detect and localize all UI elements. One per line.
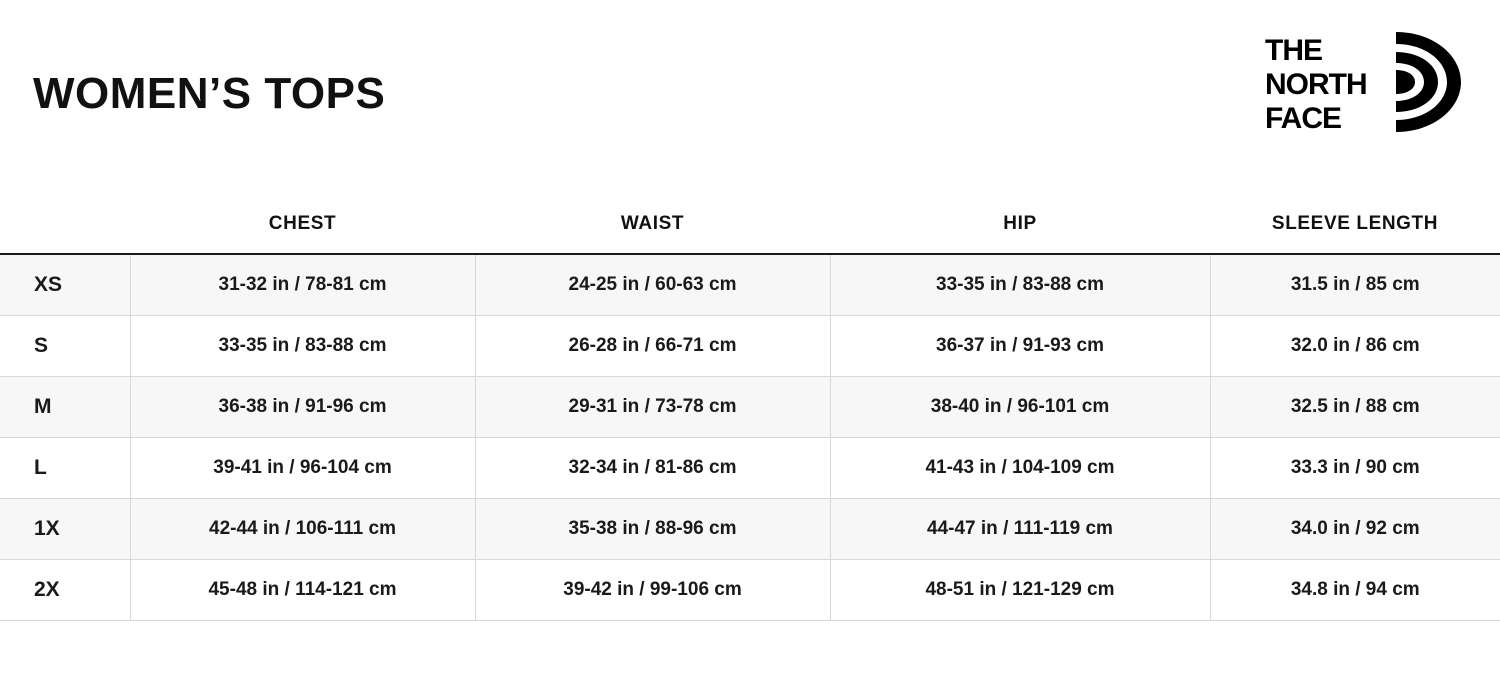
- table-header-row: [0, 205, 1500, 254]
- cell-chest: 42-44 in / 106-111 cm: [130, 498, 475, 559]
- cell-hip: 44-47 in / 111-119 cm: [830, 498, 1210, 559]
- cell-sleeve: 31.5 in / 85 cm: [1210, 254, 1500, 315]
- column-header-waist: WAIST: [475, 205, 830, 254]
- column-header-sleeve: SLEEVE LENGTH: [1210, 205, 1500, 254]
- cell-chest: 31-32 in / 78-81 cm: [130, 254, 475, 315]
- cell-waist: 29-31 in / 73-78 cm: [475, 376, 830, 437]
- cell-hip: 48-51 in / 121-129 cm: [830, 559, 1210, 620]
- column-header-chest: CHEST: [130, 205, 475, 254]
- table-row: [0, 498, 1500, 559]
- cell-waist: 35-38 in / 88-96 cm: [475, 498, 830, 559]
- cell-hip: 41-43 in / 104-109 cm: [830, 437, 1210, 498]
- cell-chest: 39-41 in / 96-104 cm: [130, 437, 475, 498]
- table-row: [0, 376, 1500, 437]
- table-row: [0, 315, 1500, 376]
- cell-waist: 32-34 in / 81-86 cm: [475, 437, 830, 498]
- table-body: [0, 254, 1500, 620]
- page-title: WOMEN’S TOPS: [33, 69, 386, 118]
- cell-waist: 26-28 in / 66-71 cm: [475, 315, 830, 376]
- cell-sleeve: 34.8 in / 94 cm: [1210, 559, 1500, 620]
- cell-size: 2X: [0, 559, 130, 620]
- cell-chest: 45-48 in / 114-121 cm: [130, 559, 475, 620]
- cell-size: M: [0, 376, 130, 437]
- size-chart-table: [0, 205, 1500, 621]
- cell-waist: 39-42 in / 99-106 cm: [475, 559, 830, 620]
- cell-hip: 33-35 in / 83-88 cm: [830, 254, 1210, 315]
- table-header: [0, 205, 1500, 254]
- table-row: [0, 559, 1500, 620]
- the-north-face-logo-icon: [1265, 28, 1465, 136]
- cell-hip: 36-37 in / 91-93 cm: [830, 315, 1210, 376]
- cell-sleeve: 33.3 in / 90 cm: [1210, 437, 1500, 498]
- svg-text:NORTH: NORTH: [1265, 68, 1367, 101]
- svg-text:THE: THE: [1265, 34, 1322, 67]
- table-row: [0, 254, 1500, 315]
- table-row: [0, 437, 1500, 498]
- cell-size: S: [0, 315, 130, 376]
- cell-waist: 24-25 in / 60-63 cm: [475, 254, 830, 315]
- cell-sleeve: 32.5 in / 88 cm: [1210, 376, 1500, 437]
- cell-hip: 38-40 in / 96-101 cm: [830, 376, 1210, 437]
- cell-size: XS: [0, 254, 130, 315]
- column-header-hip: HIP: [830, 205, 1210, 254]
- svg-text:FACE: FACE: [1265, 102, 1342, 135]
- cell-chest: 33-35 in / 83-88 cm: [130, 315, 475, 376]
- cell-sleeve: 32.0 in / 86 cm: [1210, 315, 1500, 376]
- cell-chest: 36-38 in / 91-96 cm: [130, 376, 475, 437]
- cell-sleeve: 34.0 in / 92 cm: [1210, 498, 1500, 559]
- cell-size: 1X: [0, 498, 130, 559]
- cell-size: L: [0, 437, 130, 498]
- column-header-size: [0, 205, 130, 254]
